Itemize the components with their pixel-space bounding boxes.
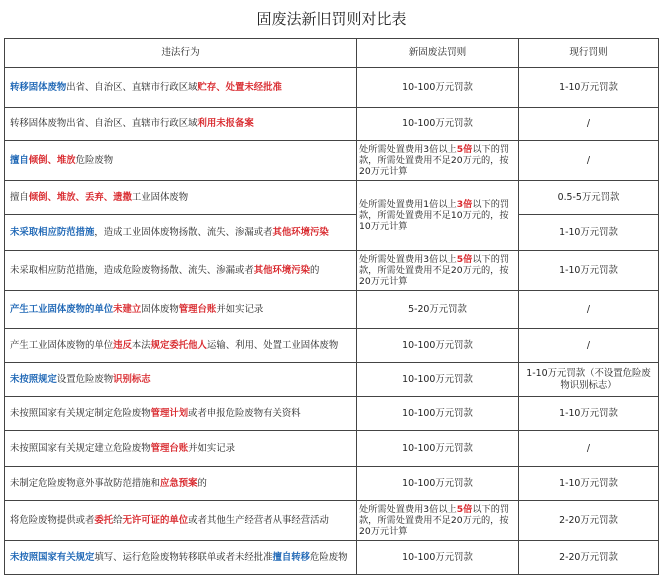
violation-text: 未按照规定 — [10, 373, 57, 385]
violation-cell — [5, 108, 357, 141]
new-rule-text: 以下的罚款，所需处置费用不足10万元的，按10万元计算 — [359, 199, 510, 232]
new-rule-text: 处所需处置费用3倍以上 — [359, 254, 457, 265]
current-rule-cell: / — [519, 141, 659, 181]
violation-text: 违反 — [113, 339, 132, 351]
table-row — [5, 68, 659, 108]
new-rule-cell: 5-20万元罚款 — [357, 291, 519, 329]
new-rule-cell — [357, 181, 519, 251]
violation-cell — [5, 329, 357, 363]
new-rule-text: 处所需处置费用1倍以上 — [359, 199, 457, 210]
violation-text: 管理计划 — [150, 407, 189, 419]
table-row — [5, 329, 659, 363]
violation-text: 擅自转移 — [272, 551, 311, 563]
violation-text: 识别标志 — [113, 373, 151, 385]
violation-text: 填写、运行危险废物转移联单或者未经批准 — [94, 551, 273, 563]
current-rule-cell: 1-10万元罚款 — [519, 467, 659, 501]
violation-text: 未按照国家有关规定 — [10, 551, 95, 563]
violation-text: 本法 — [131, 339, 151, 351]
current-rule-cell: 1-10万元罚款 — [519, 68, 659, 108]
new-rule-cell: 10-100万元罚款 — [357, 467, 519, 501]
violation-cell — [5, 431, 357, 467]
violation-text: 倾倒、堆放、丢弃、遗撒 — [28, 191, 132, 203]
violation-text: 未制定危险废物意外事故防范措施和 — [10, 477, 161, 489]
new-rule-cell: 10-100万元罚款 — [357, 397, 519, 431]
violation-text: 转移固体废物 — [10, 81, 67, 93]
violation-cell — [5, 68, 357, 108]
violation-text: 将危险废物提供或者 — [10, 514, 95, 526]
new-rule-cell: 10-100万元罚款 — [357, 329, 519, 363]
violation-text: 其他环境污染 — [272, 226, 329, 238]
table-row — [5, 467, 659, 501]
violation-text: 或者其他生产经营者从事经营活动 — [188, 514, 329, 526]
page-title: 固废法新旧罚则对比表 — [256, 10, 407, 28]
new-rule-cell: 10-100万元罚款 — [357, 108, 519, 141]
table-row — [5, 541, 659, 575]
violation-text: 未采取相应防范措施 — [10, 226, 95, 238]
violation-cell — [5, 291, 357, 329]
current-rule-cell: 1-10万元罚款 — [519, 215, 659, 251]
violation-cell — [5, 251, 357, 291]
violation-cell — [5, 397, 357, 431]
current-rule-cell: 0.5-5万元罚款 — [519, 181, 659, 215]
violation-text: 未按照国家有关规定建立危险废物 — [10, 442, 151, 454]
violation-text: 出省、自治区、直辖市行政区域 — [66, 81, 198, 93]
header-new-rule: 新固废法罚则 — [357, 39, 519, 68]
new-rule-cell: 10-100万元罚款 — [357, 68, 519, 108]
new-rule-text: 5倍 — [456, 254, 473, 265]
current-rule-cell: 2-20万元罚款 — [519, 541, 659, 575]
violation-text: 未采取相应防范措施，造成危险废物扬散、流失、渗漏或者 — [10, 264, 254, 276]
new-rule-cell: 10-100万元罚款 — [357, 541, 519, 575]
violation-text: 并如实记录 — [188, 442, 236, 454]
violation-cell — [5, 501, 357, 541]
violation-text: 危险废物 — [310, 551, 348, 563]
violation-text: 危险废物 — [75, 154, 114, 166]
violation-text: 利用未报备案 — [197, 118, 254, 129]
new-rule-text: 以下的罚款，所需处置费用不足20万元的，按20万元计算 — [359, 144, 510, 177]
violation-text: 应急预案 — [160, 477, 198, 489]
violation-cell — [5, 215, 357, 251]
violation-text: 产生工业固体废物的单位 — [10, 339, 114, 351]
violation-cell — [5, 363, 357, 397]
current-rule-cell: 1-10万元罚款（不设置危险废物识别标志） — [519, 363, 659, 397]
violation-text: 擅自 — [10, 191, 29, 203]
table-body — [5, 68, 659, 575]
violation-text: 转移固体废物出省、自治区、直辖市行政区域 — [10, 118, 198, 129]
violation-text: 运输、利用、处置工业固体废物 — [206, 339, 339, 351]
header-current-rule: 现行罚则 — [519, 39, 659, 68]
table-header-row — [5, 39, 659, 68]
violation-text: 固体废物 — [141, 303, 179, 315]
table-row — [5, 501, 659, 541]
violation-text: 给 — [113, 514, 123, 526]
table-row — [5, 397, 659, 431]
violation-cell — [5, 141, 357, 181]
violation-text: 贮存、处置未经批准 — [197, 81, 282, 93]
table-row — [5, 431, 659, 467]
violation-text: 的 — [197, 477, 207, 489]
comparison-table — [4, 38, 659, 575]
violation-text: 管理台账 — [178, 303, 217, 315]
new-rule-cell — [357, 501, 519, 541]
header-violation: 违法行为 — [5, 39, 357, 68]
violation-cell — [5, 181, 357, 215]
violation-text: 工业固体废物 — [131, 191, 189, 203]
table-row — [5, 363, 659, 397]
violation-text: 委托 — [94, 514, 114, 526]
new-rule-text: 以下的罚款，所需处置费用不足20万元的，按20万元计算 — [359, 504, 510, 537]
new-rule-cell: 10-100万元罚款 — [357, 431, 519, 467]
new-rule-text: 5倍 — [456, 144, 473, 155]
violation-text: 管理台账 — [150, 442, 189, 454]
violation-text: ，造成工业固体废物扬散、流失、渗漏或者 — [94, 226, 273, 238]
table-row — [5, 108, 659, 141]
violation-text: 的 — [310, 264, 320, 276]
new-rule-text: 处所需处置费用3倍以上 — [359, 504, 457, 515]
violation-text: 设置危险废物 — [56, 373, 114, 385]
violation-cell — [5, 467, 357, 501]
violation-text: 未按照国家有关规定制定危险废物 — [10, 407, 151, 419]
current-rule-cell: / — [519, 329, 659, 363]
violation-text: 其他环境污染 — [253, 264, 311, 276]
current-rule-cell: / — [519, 291, 659, 329]
table-row — [5, 291, 659, 329]
table-row — [5, 251, 659, 291]
violation-text: 并如实记录 — [216, 303, 264, 315]
new-rule-text: 处所需处置费用3倍以上 — [359, 144, 457, 155]
violation-text: 产生工业固体废物的单位 — [10, 303, 114, 315]
table-row — [5, 181, 659, 215]
table-row — [5, 215, 659, 251]
new-rule-text: 以下的罚款，所需处置费用不足20万元的，按20万元计算 — [359, 254, 510, 287]
violation-text: 规定委托他人 — [150, 339, 207, 351]
table-row — [5, 141, 659, 181]
new-rule-cell — [357, 251, 519, 291]
new-rule-cell — [357, 141, 519, 181]
current-rule-cell: 2-20万元罚款 — [519, 501, 659, 541]
violation-text: 未建立 — [113, 303, 142, 315]
current-rule-cell: / — [519, 431, 659, 467]
new-rule-text: 5倍 — [456, 504, 473, 515]
violation-text: 无许可证的单位 — [122, 514, 189, 526]
new-rule-text: 3倍 — [456, 199, 473, 210]
violation-cell — [5, 541, 357, 575]
new-rule-cell: 10-100万元罚款 — [357, 363, 519, 397]
violation-text: 擅自 — [10, 154, 29, 166]
current-rule-cell: 1-10万元罚款 — [519, 397, 659, 431]
violation-text: 或者申报危险废物有关资料 — [188, 407, 301, 419]
current-rule-cell: / — [519, 108, 659, 141]
current-rule-cell: 1-10万元罚款 — [519, 251, 659, 291]
violation-text: 倾倒、堆放 — [28, 154, 76, 166]
